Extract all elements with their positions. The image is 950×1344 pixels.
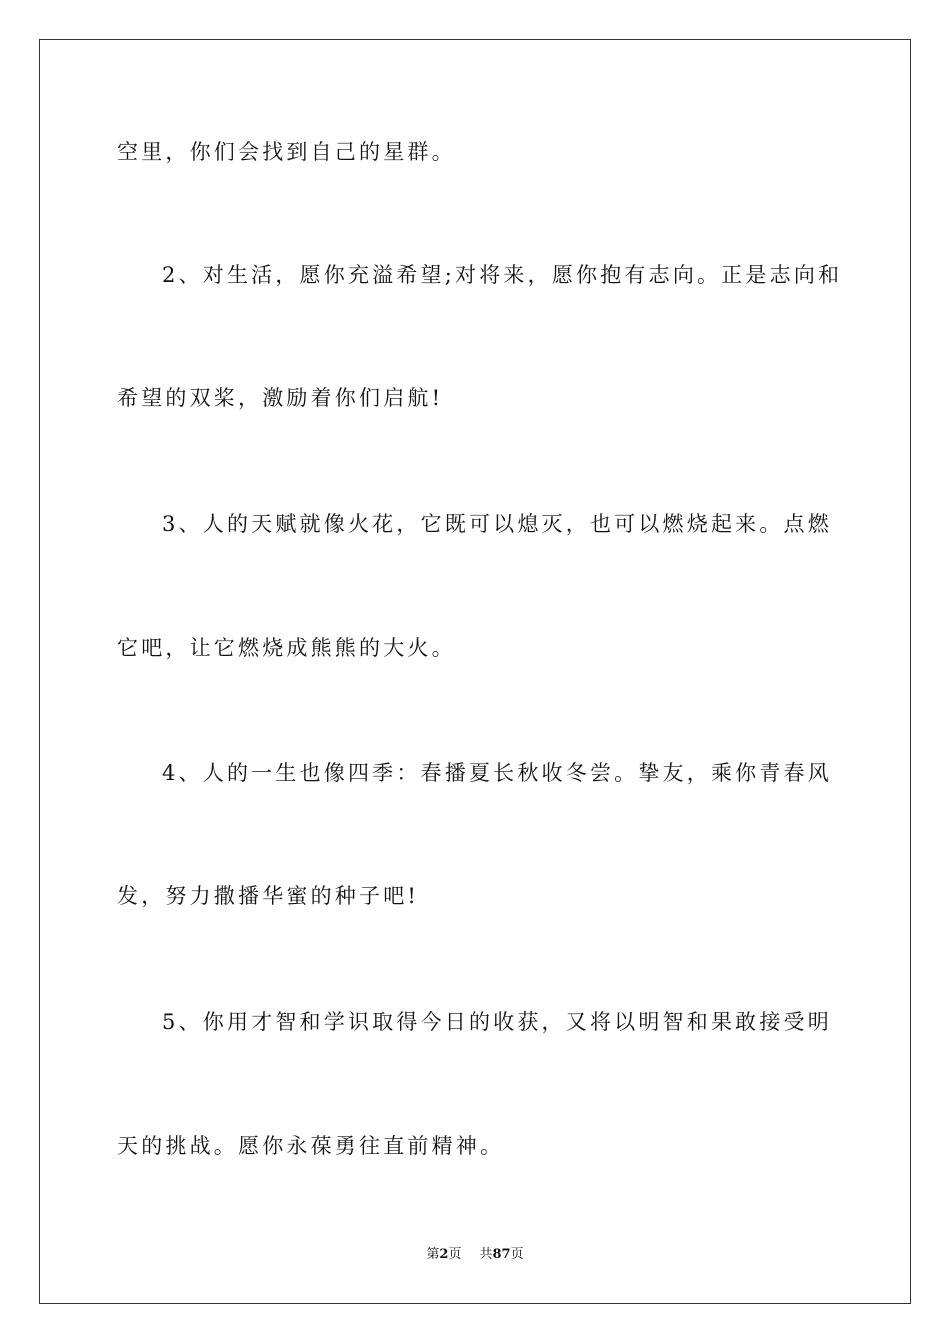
text-line-2: 2、对生活，愿你充溢希望;对将来，愿你抱有志向。正是志向和 (162, 263, 843, 287)
page-frame (39, 39, 911, 1304)
text-line-3: 希望的双桨，激励着你们启航! (117, 386, 444, 410)
text-line-9: 天的挑战。愿你永葆勇往直前精神。 (117, 1134, 505, 1158)
current-page-number: 2 (439, 1247, 449, 1262)
page-label-prefix: 第 (426, 1247, 440, 1262)
page-footer (0, 1247, 950, 1263)
text-line-1: 空里，你们会找到自己的星群。 (117, 140, 456, 164)
total-label-prefix: 共 (479, 1247, 493, 1262)
text-line-6: 4、人的一生也像四季：春播夏长秋收冬尝。挚友，乘你青春风 (162, 761, 832, 785)
text-line-4: 3、人的天赋就像火花，它既可以熄灭，也可以燃烧起来。点燃 (162, 512, 832, 536)
total-label-suffix: 页 (510, 1247, 524, 1262)
text-line-8: 5、你用才智和学识取得今日的收获，又将以明智和果敢接受明 (162, 1010, 832, 1034)
total-pages-number: 87 (492, 1247, 511, 1262)
text-line-7: 发，努力撒播华蜜的种子吧! (117, 884, 420, 908)
page-label-suffix: 页 (448, 1247, 462, 1262)
text-line-5: 它吧，让它燃烧成熊熊的大火。 (117, 636, 456, 660)
